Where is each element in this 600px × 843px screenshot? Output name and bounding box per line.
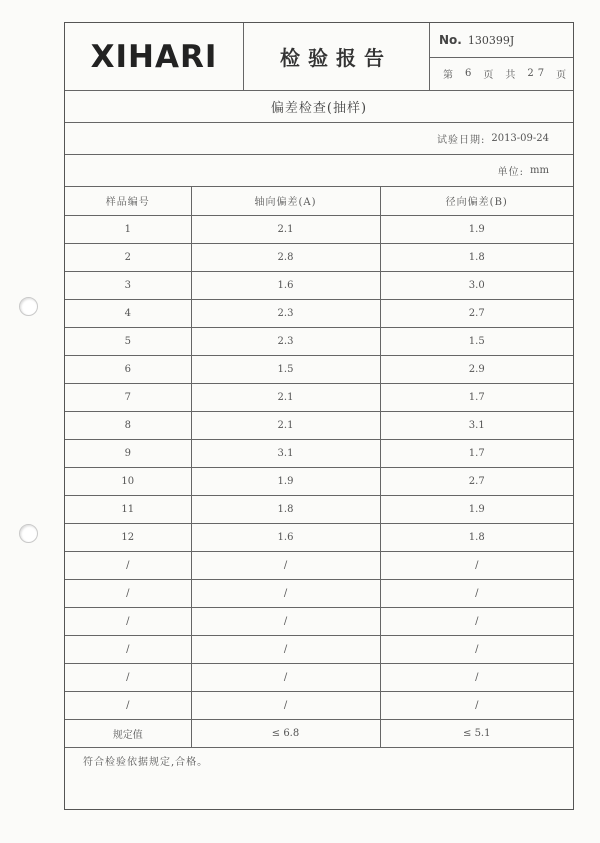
cell-axial: 1.6 bbox=[191, 523, 380, 551]
unit-label: 单位: bbox=[497, 167, 525, 178]
report-number-value: 130399J bbox=[467, 33, 515, 47]
header-axial-deviation: 轴向偏差(A) bbox=[191, 187, 380, 215]
cell-sample-no: / bbox=[65, 691, 191, 719]
test-date-row bbox=[65, 123, 573, 155]
cell-radial: 1.9 bbox=[380, 215, 573, 243]
page-info bbox=[429, 57, 573, 90]
table-row bbox=[65, 299, 573, 327]
spec-label: 规定值 bbox=[65, 719, 191, 747]
cell-radial: / bbox=[380, 607, 573, 635]
cell-radial: / bbox=[380, 579, 573, 607]
report-number bbox=[429, 23, 573, 58]
cell-axial: 1.9 bbox=[191, 467, 380, 495]
cell-radial: 3.1 bbox=[380, 411, 573, 439]
table-row bbox=[65, 243, 573, 271]
unit-row bbox=[65, 155, 573, 187]
page-total: 27 bbox=[527, 68, 549, 79]
report-number-label: No. bbox=[439, 33, 462, 47]
table-row bbox=[65, 551, 573, 579]
cell-sample-no: / bbox=[65, 551, 191, 579]
punch-hole-bottom bbox=[19, 524, 38, 543]
cell-sample-no: 1 bbox=[65, 215, 191, 243]
report-header bbox=[65, 23, 573, 91]
cell-sample-no: 8 bbox=[65, 411, 191, 439]
table-row bbox=[65, 467, 573, 495]
page-info-ye-2: 页 bbox=[556, 70, 571, 81]
cell-radial: / bbox=[380, 663, 573, 691]
cell-radial: 1.8 bbox=[380, 243, 573, 271]
table-row bbox=[65, 607, 573, 635]
section-title: 偏差检查(抽样) bbox=[65, 91, 573, 123]
table-row bbox=[65, 523, 573, 551]
cell-radial: / bbox=[380, 635, 573, 663]
cell-axial: / bbox=[191, 579, 380, 607]
punch-hole-top bbox=[19, 297, 38, 316]
cell-radial: / bbox=[380, 551, 573, 579]
cell-sample-no: 12 bbox=[65, 523, 191, 551]
page-current: 6 bbox=[465, 68, 476, 79]
cell-sample-no: 2 bbox=[65, 243, 191, 271]
table-row bbox=[65, 411, 573, 439]
cell-axial: 2.8 bbox=[191, 243, 380, 271]
report-frame bbox=[64, 22, 574, 810]
unit-value: mm bbox=[530, 165, 549, 176]
cell-axial: 2.3 bbox=[191, 327, 380, 355]
cell-axial: 1.6 bbox=[191, 271, 380, 299]
cell-radial: / bbox=[380, 691, 573, 719]
cell-sample-no: 6 bbox=[65, 355, 191, 383]
cell-radial: 1.7 bbox=[380, 439, 573, 467]
table-row bbox=[65, 215, 573, 243]
cell-radial: 1.8 bbox=[380, 523, 573, 551]
conclusion-text: 符合检验依据规定,合格。 bbox=[83, 757, 209, 768]
cell-axial: 3.1 bbox=[191, 439, 380, 467]
table-row bbox=[65, 495, 573, 523]
page-info-gong: 共 bbox=[505, 70, 520, 81]
cell-sample-no: 10 bbox=[65, 467, 191, 495]
cell-sample-no: / bbox=[65, 579, 191, 607]
cell-axial: 1.8 bbox=[191, 495, 380, 523]
table-header-row bbox=[65, 187, 573, 215]
cell-axial: 2.3 bbox=[191, 299, 380, 327]
cell-radial: 1.9 bbox=[380, 495, 573, 523]
page-info-di: 第 bbox=[443, 70, 457, 81]
cell-radial: 2.7 bbox=[380, 299, 573, 327]
cell-sample-no: 4 bbox=[65, 299, 191, 327]
cell-sample-no: 3 bbox=[65, 271, 191, 299]
cell-axial: / bbox=[191, 663, 380, 691]
cell-axial: 2.1 bbox=[191, 215, 380, 243]
deviation-table bbox=[65, 187, 573, 748]
cell-sample-no: / bbox=[65, 663, 191, 691]
table-row bbox=[65, 271, 573, 299]
cell-sample-no: / bbox=[65, 635, 191, 663]
cell-sample-no: 9 bbox=[65, 439, 191, 467]
test-date-label: 试验日期: bbox=[436, 135, 486, 146]
table-row bbox=[65, 579, 573, 607]
table-row bbox=[65, 635, 573, 663]
cell-axial: / bbox=[191, 635, 380, 663]
cell-axial: 2.1 bbox=[191, 383, 380, 411]
table-row bbox=[65, 663, 573, 691]
cell-radial: 1.5 bbox=[380, 327, 573, 355]
table-row bbox=[65, 691, 573, 719]
cell-sample-no: 7 bbox=[65, 383, 191, 411]
test-date-value: 2013-09-24 bbox=[491, 133, 549, 144]
page-info-ye: 页 bbox=[483, 70, 498, 81]
spec-radial-limit: ≤ 5.1 bbox=[380, 719, 573, 747]
report-title: 检验报告 bbox=[243, 23, 430, 90]
cell-radial: 3.0 bbox=[380, 271, 573, 299]
table-row bbox=[65, 383, 573, 411]
cell-axial: / bbox=[191, 551, 380, 579]
cell-radial: 2.7 bbox=[380, 467, 573, 495]
cell-axial: / bbox=[191, 607, 380, 635]
table-row bbox=[65, 355, 573, 383]
table-row bbox=[65, 327, 573, 355]
cell-axial: / bbox=[191, 691, 380, 719]
cell-axial: 1.5 bbox=[191, 355, 380, 383]
cell-sample-no: 11 bbox=[65, 495, 191, 523]
cell-radial: 2.9 bbox=[380, 355, 573, 383]
header-radial-deviation: 径向偏差(B) bbox=[380, 187, 573, 215]
table-row bbox=[65, 439, 573, 467]
header-sample-no: 样品编号 bbox=[65, 187, 191, 215]
cell-sample-no: 5 bbox=[65, 327, 191, 355]
cell-radial: 1.7 bbox=[380, 383, 573, 411]
spec-axial-limit: ≤ 6.8 bbox=[191, 719, 380, 747]
cell-axial: 2.1 bbox=[191, 411, 380, 439]
cell-sample-no: / bbox=[65, 607, 191, 635]
company-logo: XIHARI bbox=[65, 23, 244, 90]
